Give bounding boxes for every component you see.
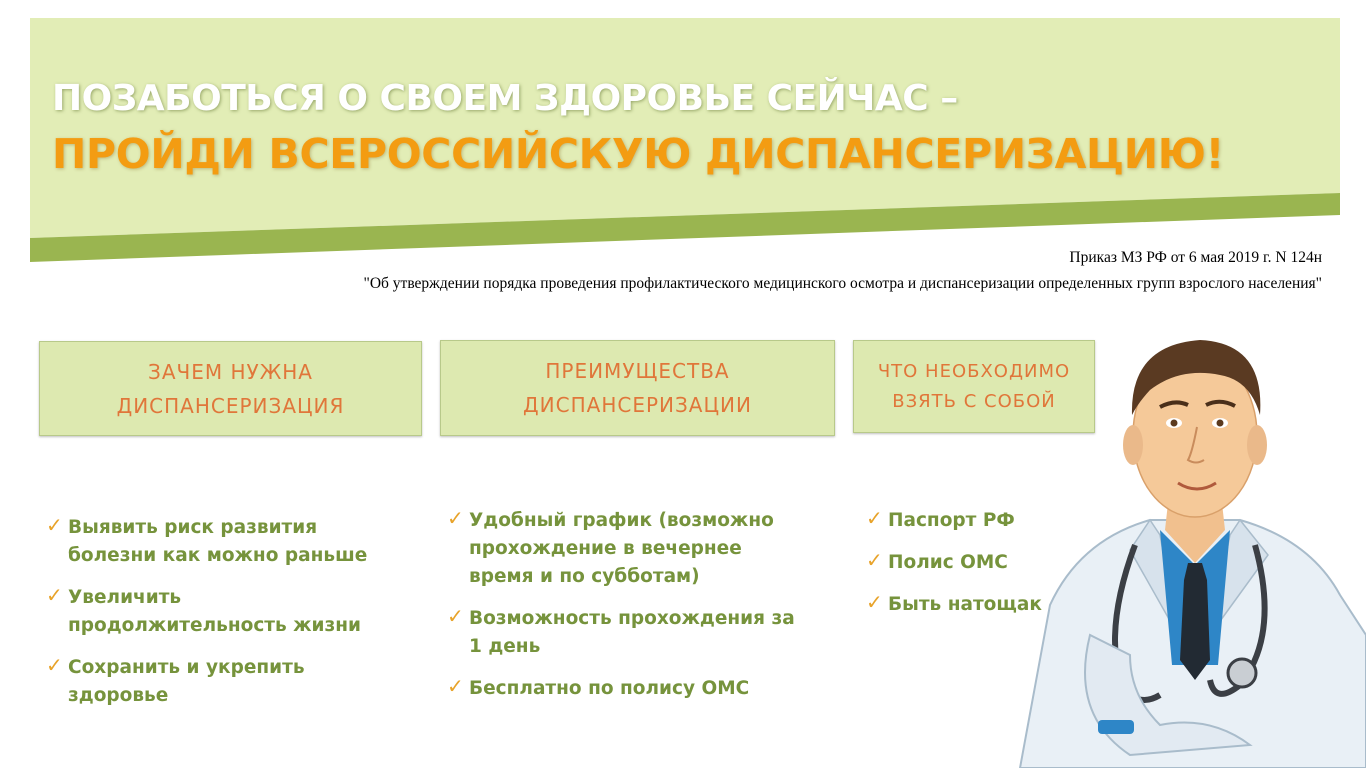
heading-benefits-box: [440, 340, 835, 436]
order-reference: [364, 245, 1322, 297]
check-icon: ✓: [46, 513, 63, 537]
check-icon: ✓: [46, 653, 63, 677]
heading-benefits: ПРЕИМУЩЕСТВА ДИСПАНСЕРИЗАЦИИ: [523, 359, 752, 417]
banner-title-line2: ПРОЙДИ ВСЕРОССИЙСКУЮ ДИСПАНСЕРИЗАЦИЮ!: [52, 130, 1224, 178]
check-icon: ✓: [46, 583, 63, 607]
list-item: ✓ Бесплатно по полису ОМС: [447, 674, 750, 699]
check-icon: ✓: [447, 604, 464, 628]
list-item: ✓ Сохранить и укрепить здоровье: [46, 653, 305, 706]
check-icon: ✓: [866, 506, 883, 530]
list-item: ✓ Возможность прохождения за 1 день: [447, 604, 795, 657]
list-item: ✓ Увеличить продолжительность жизни: [46, 583, 362, 636]
heading-why: ЗАЧЕМ НУЖНА ДИСПАНСЕРИЗАЦИЯ: [116, 359, 345, 418]
doctor-illustration: [1010, 335, 1366, 768]
check-icon: ✓: [447, 674, 464, 698]
benefits-list: [447, 507, 795, 717]
check-icon: ✓: [866, 590, 883, 614]
heading-why-box: [39, 341, 422, 436]
order-title: "Об утверждении порядка проведения профилактического медицинского осмотра и диспансеризации определенных групп взрослого населения": [363, 275, 1322, 292]
order-number: Приказ МЗ РФ от 6 мая 2019 г. N 124н: [1069, 249, 1322, 266]
check-icon: ✓: [447, 506, 464, 530]
list-item: ✓ Удобный график (возможно прохождение в вечернее время и по субботам): [447, 506, 774, 587]
why-list: [46, 514, 367, 724]
header-banner: [0, 0, 1366, 270]
heading-take: ЧТО НЕОБХОДИМО ВЗЯТЬ С СОБОЙ: [877, 360, 1071, 412]
list-item: ✓ Паспорт РФ: [866, 506, 1015, 531]
banner-title-line1: ПОЗАБОТЬСЯ О СВОЕМ ЗДОРОВЬЕ СЕЙЧАС –: [52, 78, 958, 119]
list-item: ✓ Полис ОМС: [866, 548, 1008, 573]
check-icon: ✓: [866, 548, 883, 572]
list-item: ✓ Выявить риск развития болезни как можно раньше: [46, 513, 368, 566]
list-item: ✓ Быть натощак: [866, 590, 1042, 615]
